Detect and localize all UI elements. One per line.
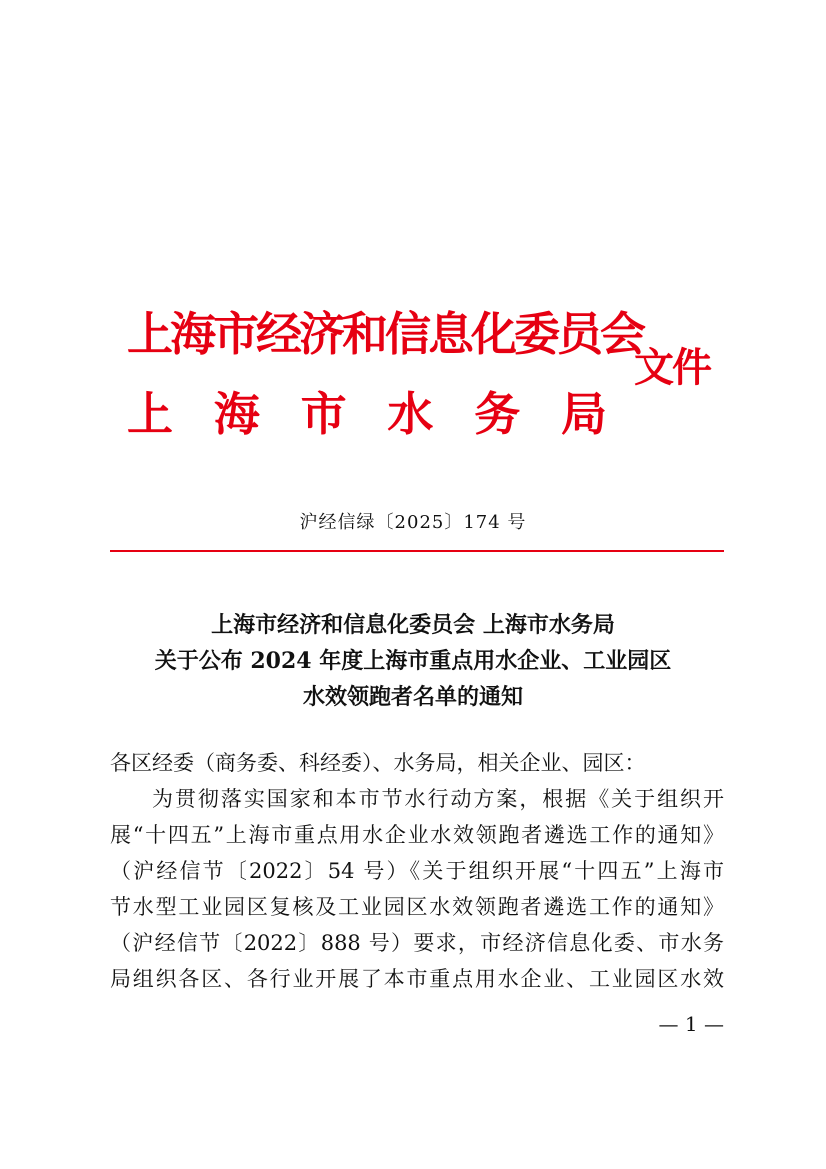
red-divider bbox=[110, 550, 724, 552]
body-line: 展“十四五”上海市重点用水企业水效领跑者遴选工作的通知》 bbox=[110, 823, 724, 847]
title-line-2: 关于公布 2024 年度上海市重点用水企业、工业园区 bbox=[154, 648, 672, 674]
body-line: （沪经信节〔2022〕888 号）要求，市经济信息化委、市水务 bbox=[110, 931, 724, 955]
title-line-3: 水效领跑者名单的通知 bbox=[302, 684, 523, 710]
document-body bbox=[110, 745, 724, 997]
body-line: 为贯彻落实国家和本市节水行动方案，根据《关于组织开 bbox=[152, 787, 724, 811]
document-number: 沪经信绿〔2025〕174 号 bbox=[299, 512, 527, 533]
body-line: 局组织各区、各行业开展了本市重点用水企业、工业园区水效 bbox=[110, 967, 724, 991]
document-suffix: 文件 bbox=[634, 344, 710, 391]
body-line: （沪经信节〔2022〕54 号）《关于组织开展“十四五”上海市 bbox=[110, 859, 724, 883]
page-number: — 1 — bbox=[658, 1012, 724, 1036]
salutation: 各区经委（商务委、科经委）、水务局，相关企业、园区： bbox=[110, 751, 646, 775]
issuer-org-2: 上 海 市 水 务 局 bbox=[127, 387, 607, 441]
title-line-1: 上海市经济和信息化委员会 上海市水务局 bbox=[211, 612, 615, 638]
body-line: 节水型工业园区复核及工业园区水效领跑者遴选工作的通知》 bbox=[110, 895, 724, 919]
issuer-org-1: 上海市经济和信息化委员会 bbox=[127, 307, 643, 361]
